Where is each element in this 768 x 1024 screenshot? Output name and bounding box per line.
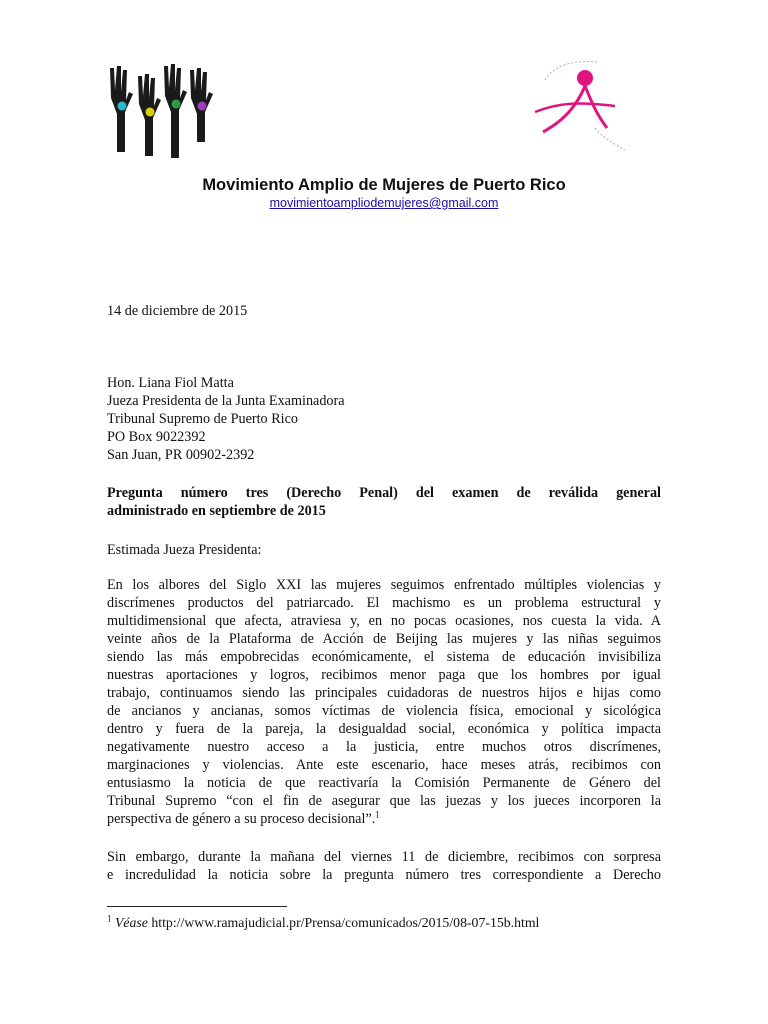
hands-logo bbox=[100, 58, 220, 168]
organization-name: Movimiento Amplio de Mujeres de Puerto Rico bbox=[202, 176, 566, 194]
purple-dot bbox=[198, 102, 207, 111]
footnote-ref[interactable]: 1 bbox=[375, 809, 380, 820]
paragraph-1 bbox=[107, 576, 661, 828]
paragraph-line: de ancianos y ancianas, somos víctimas de violencia física, emocional y sicológica bbox=[107, 703, 661, 719]
yellow-dot bbox=[146, 108, 155, 117]
subject-line: administrado en septiembre de 2015 bbox=[107, 503, 326, 519]
letter-date: 14 de diciembre de 2015 bbox=[107, 303, 248, 319]
paragraph-line: discrímenes productos del patriarcado. El machismo es un problema estructural y bbox=[107, 595, 661, 611]
paragraph-line: veinte años de la Plataforma de Acción de Beijing las mujeres y las niñas seguimos bbox=[107, 631, 661, 647]
paragraph-line: entusiasmo la noticia de que reactivaría la Comisión Permanente de Género del bbox=[107, 775, 661, 791]
recipient-line: Jueza Presidenta de la Junta Examinadora bbox=[107, 393, 345, 409]
letter-subject bbox=[107, 484, 661, 520]
recipient-line: Hon. Liana Fiol Matta bbox=[107, 375, 234, 391]
organization-email bbox=[0, 196, 768, 210]
recipient-line: San Juan, PR 00902-2392 bbox=[107, 447, 255, 463]
paragraph-line: nuestras aportaciones y logros, recibimos menor paga que los hombres por igual bbox=[107, 667, 661, 683]
ribbon-logo bbox=[525, 50, 635, 160]
footnote bbox=[107, 914, 539, 932]
paragraph-line: siendo las más empobrecidas económicamente, el sistema de educación invisibiliza bbox=[107, 649, 661, 665]
paragraph-line-text: perspectiva de género a su proceso decisional”. bbox=[107, 811, 376, 827]
paragraph-2 bbox=[107, 848, 661, 884]
green-dot bbox=[172, 100, 181, 109]
recipient-line: PO Box 9022392 bbox=[107, 429, 206, 445]
paragraph-line: dentro y fuera de la pareja, la desigualdad social, económica y política impacta bbox=[107, 721, 661, 737]
paragraph-last-line bbox=[107, 810, 661, 828]
paragraph-line: marginaciones y violencias. Ante este escenario, hace meses atrás, recibimos con bbox=[107, 757, 661, 773]
footnote-number: 1 bbox=[107, 913, 112, 924]
footnote-vease: Véase bbox=[114, 915, 148, 930]
paragraph-line: Sin embargo, durante la mañana del viernes 11 de diciembre, recibimos con sorpresa bbox=[107, 849, 661, 865]
salutation: Estimada Jueza Presidenta: bbox=[107, 542, 262, 558]
footnote-url[interactable]: http://www.ramajudicial.pr/Prensa/comunicados/2015/08-07-15b.html bbox=[151, 915, 540, 930]
paragraph-line: trabajo, continuamos siendo las principales cuidadoras de nuestros hijos e hijas como bbox=[107, 685, 661, 701]
cyan-dot bbox=[118, 102, 127, 111]
email-link[interactable]: movimientoampliodemujeres@gmail.com bbox=[269, 196, 499, 210]
paragraph-line: negativamente nuestro acceso a la justicia, entre muchos otros discrímenes, bbox=[107, 739, 661, 755]
recipient-line: Tribunal Supremo de Puerto Rico bbox=[107, 411, 298, 427]
paragraph-line: e incredulidad la noticia sobre la pregunta número tres correspondiente a Derecho bbox=[107, 867, 661, 883]
paragraph-line: multidimensional que afecta, atraviesa y, en no pocas ocasiones, nos cuesta la vida. A bbox=[107, 613, 661, 629]
paragraph-line: Tribunal Supremo “con el fin de asegurar que las juezas y los jueces incorporen la bbox=[107, 793, 661, 809]
footnote-divider bbox=[107, 906, 287, 907]
paragraph-line: En los albores del Siglo XXI las mujeres seguimos enfrentado múltiples violencias y bbox=[107, 577, 661, 593]
subject-line: Pregunta número tres (Derecho Penal) del examen de reválida general bbox=[107, 485, 661, 501]
recipient-address bbox=[107, 374, 345, 464]
